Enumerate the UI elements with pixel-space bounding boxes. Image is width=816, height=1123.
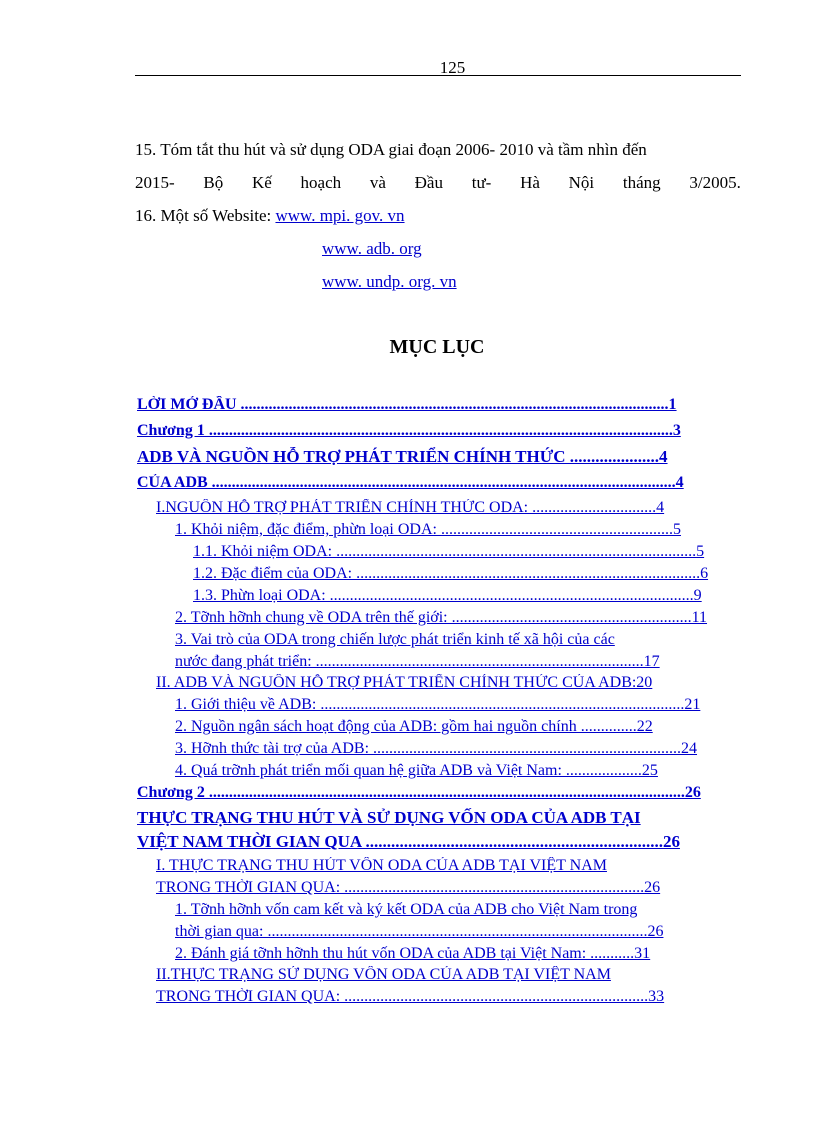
website-link-undp[interactable]: www. undp. org. vn [322,272,457,291]
toc-entry-ch2-2[interactable]: 2. Đánh giá tỡnh hỡnh thu hút vốn ODA của ADB tại Việt Nam: ...........31 [175,945,651,962]
ref-word: hoạch [300,173,342,192]
toc-entry-section-II[interactable]: II. ADB VÀ NGUỒN HỖ TRỢ PHÁT TRIỂN CHÍNH THỨC CỦA ADB:20 [156,674,653,691]
ref-word: Nội [568,173,595,192]
header-rule [135,75,741,76]
toc-entry-section-I[interactable]: I.NGUỒN HỖ TRỢ PHÁT TRIỂN CHÍNH THỨC ODA: ...............................4 [156,499,665,516]
ref-word: tư- [471,173,492,192]
toc-entry-viet-nam-title[interactable]: VIỆT NAM THỜI GIAN QUA ......................................................................26 [137,832,680,851]
toc-entry-1-3[interactable]: 1.3. Phừn loại ODA: ...........................................................................................9 [193,587,702,604]
reference-15-line-1: 15. Tóm tắt thu hút và sử dụng ODA giai đoạn 2006- 2010 và tầm nhìn đến [135,140,647,159]
ref-word: Bộ [203,173,224,192]
toc-entry-loi-mo-dau[interactable]: LỜI MỞ ĐẦU ...........................................................................................................1 [137,396,677,413]
toc-entry-II-4[interactable]: 4. Quá trỡnh phát triển mối quan hệ giữa ADB và Việt Nam: ...................25 [175,762,658,779]
references [135,133,741,298]
toc-entry-ch2-1[interactable]: 1. Tỡnh hỡnh vốn cam kết và ký kết ODA của ADB cho Việt Nam trong [175,901,638,918]
toc-entry-chuong-1[interactable]: Chương 1 ....................................................................................................................3 [137,422,681,439]
toc-entry-2[interactable]: 2. Tỡnh hỡnh chung về ODA trên thế giới: ............................................................11 [175,609,708,626]
reference-16-site-3 [135,265,741,298]
ref-word: Đầu [414,173,443,192]
reference-16-label: 16. Một số Website: [135,206,276,225]
toc-entry-3-cont[interactable]: nước đang phát triển: ..................................................................................17 [175,653,660,670]
page-number: 125 [439,58,466,77]
toc-title: MỤC LỤC [389,336,485,358]
toc-entry-1-1[interactable]: 1.1. Khỏi niệm ODA: ..........................................................................................5 [193,543,705,560]
reference-16 [135,199,741,232]
toc-entry-1-2[interactable]: 1.2. Đặc điểm của ODA: ......................................................................................6 [193,565,709,582]
toc-entry-II-3[interactable]: 3. Hỡnh thức tài trợ của ADB: .............................................................................24 [175,740,698,757]
ref-word: Kế [251,173,272,192]
ref-word: tháng [622,173,661,192]
toc-entry-ch2-section-II[interactable]: II.THỰC TRẠNG SỬ DỤNG VỐN ODA CỦA ADB TẠI VIỆT NAM [156,966,611,983]
ref-word: 3/2005. [689,173,741,192]
toc-entry-II-2[interactable]: 2. Nguồn ngân sách hoạt động của ADB: gồm hai nguồn chính ..............22 [175,718,653,735]
reference-15-line-2 [135,166,741,199]
toc-entry-adb-title[interactable]: ADB VÀ NGUỒN HỖ TRỢ PHÁT TRIỂN CHÍNH THỨC .....................4 [137,447,668,466]
reference-16-site-2 [135,232,741,265]
toc-entry-3[interactable]: 3. Vai trò của ODA trong chiến lược phát triển kinh tế xã hội của các [175,631,615,648]
ref-word: và [369,173,386,192]
toc-entry-thuc-trang-title[interactable]: THỰC TRẠNG THU HÚT VÀ SỬ DỤNG VỐN ODA CỦA ADB TẠI [137,808,641,827]
website-link-mpi[interactable]: www. mpi. gov. vn [275,206,405,225]
ref-word: 2015- [135,173,175,192]
toc-entry-ch2-section-I-cont[interactable]: TRONG THỜI GIAN QUA: ...........................................................................26 [156,879,661,896]
ref-word: Hà [520,173,540,192]
toc-entry-ch2-section-I[interactable]: I. THỰC TRẠNG THU HÚT VỐN ODA CỦA ADB TẠI VIỆT NAM [156,857,607,874]
website-link-adb[interactable]: www. adb. org [322,239,422,258]
toc-entry-cua-adb[interactable]: CỦA ADB ....................................................................................................................4 [137,474,684,491]
toc-entry-ch2-section-II-cont[interactable]: TRONG THỜI GIAN QUA: ............................................................................33 [156,988,665,1005]
toc-entry-chuong-2[interactable]: Chương 2 .......................................................................................................................26 [137,784,701,801]
toc-entry-II-1[interactable]: 1. Giới thiệu về ADB: ...........................................................................................21 [175,696,701,713]
toc-entry-1[interactable]: 1. Khỏi niệm, đặc điểm, phừn loại ODA: ..........................................................5 [175,521,681,538]
toc-entry-ch2-1-cont[interactable]: thời gian qua: ...............................................................................................26 [175,923,664,940]
